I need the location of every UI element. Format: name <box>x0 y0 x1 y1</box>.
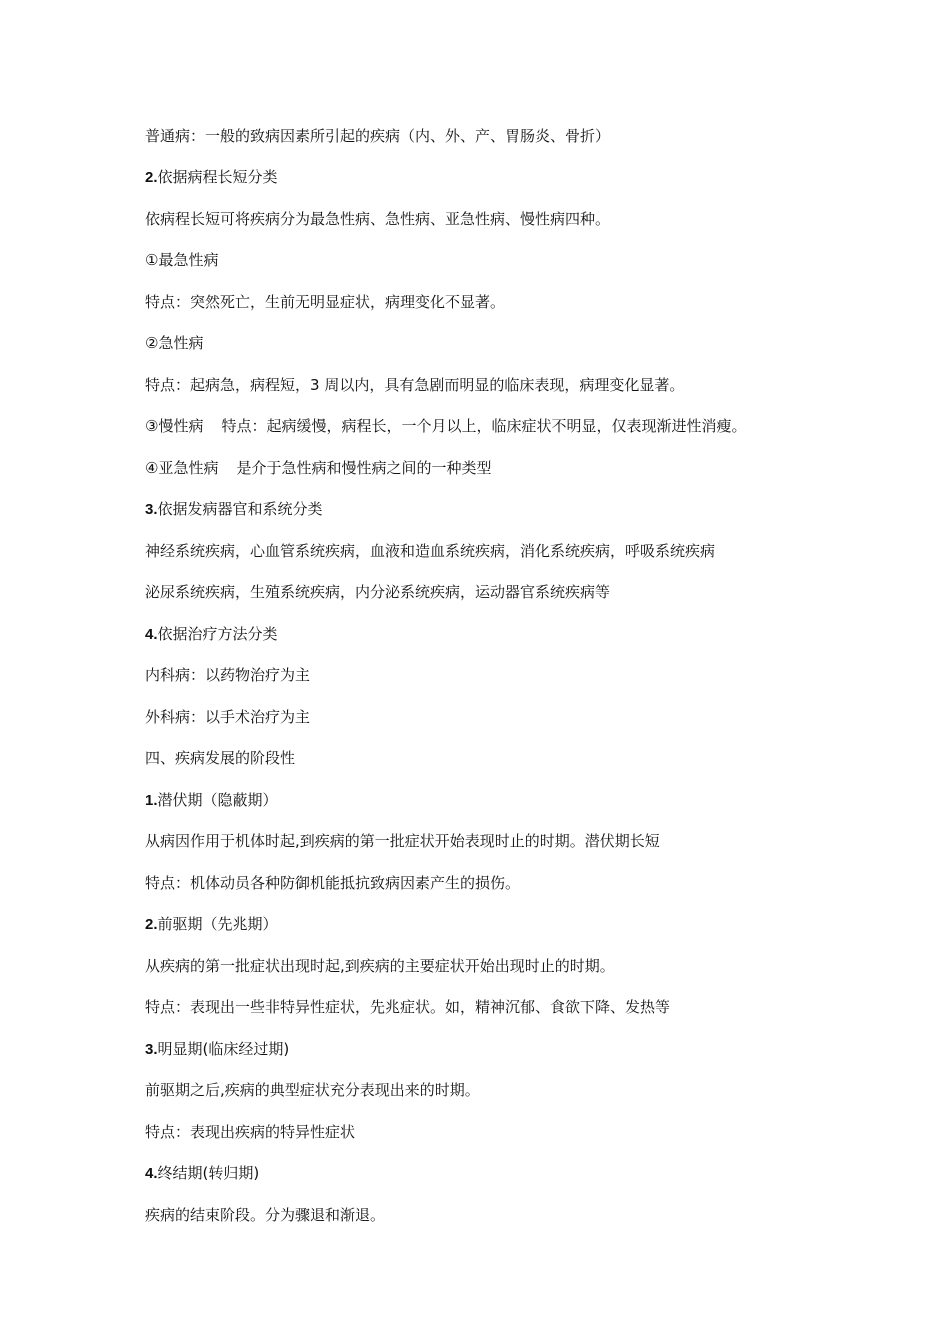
chapter-heading <box>145 746 845 788</box>
heading-text: 潜伏期（隐蔽期） <box>157 790 278 809</box>
paragraph-text: 前驱期之后,疾病的典型症状充分表现出来的时期。 <box>145 1081 480 1099</box>
paragraph <box>145 1078 845 1120</box>
heading-number: 1. <box>145 791 158 809</box>
paragraph <box>145 207 845 249</box>
list-item-text: ②急性病 <box>145 334 204 352</box>
list-item-description: 特点：起病缓慢，病程长，一个月以上，临床症状不明显，仅表现渐进性消瘦。 <box>221 417 747 435</box>
list-item-text: ④亚急性病 <box>145 458 219 477</box>
paragraph-text: 神经系统疾病，心血管系统疾病，血液和造血系统疾病，消化系统疾病，呼吸系统疾病 <box>145 541 716 560</box>
paragraph-text: 依病程长短可将疾病分为最急性病、急性病、亚急性病、慢性病四种。 <box>145 209 611 228</box>
paragraph <box>145 539 845 581</box>
paragraph-text: 特点：起病急，病程短，3 周以内，具有急剧而明显的临床表现，病理变化显著。 <box>145 375 685 394</box>
list-item <box>145 414 845 456</box>
list-item-text: ①最急性病 <box>145 251 219 269</box>
heading-number: 2. <box>145 169 158 186</box>
paragraph <box>145 1120 845 1162</box>
section-heading <box>145 165 845 207</box>
list-item-text: ③慢性病 <box>145 417 204 435</box>
heading-text: 依据治疗方法分类 <box>157 624 278 643</box>
list-item <box>145 248 845 290</box>
paragraph <box>145 871 845 913</box>
heading-text: 明显期(临床经过期) <box>157 1039 290 1058</box>
paragraph-text: 内科病：以药物治疗为主 <box>145 666 311 684</box>
paragraph-text: 从病因作用于机体时起,到疾病的第一批症状开始表现时止的时期。潜伏期长短 <box>145 832 660 850</box>
chapter-heading-text: 四、疾病发展的阶段性 <box>145 749 296 767</box>
section-heading <box>145 1037 845 1079</box>
paragraph-text: 特点：表现出疾病的特异性症状 <box>145 1122 356 1141</box>
paragraph-text: 外科病：以手术治疗为主 <box>145 707 311 726</box>
paragraph-text: 特点：突然死亡，生前无明显症状，病理变化不显著。 <box>145 292 506 311</box>
paragraph-text: 普通病：一般的致病因素所引起的疾病（内、外、产、胃肠炎、骨折） <box>145 127 611 145</box>
heading-number: 4. <box>145 625 158 643</box>
paragraph <box>145 373 845 415</box>
paragraph <box>145 580 845 622</box>
list-item <box>145 331 845 373</box>
paragraph <box>145 995 845 1037</box>
heading-number: 4. <box>145 1165 158 1182</box>
heading-text: 依据病程长短分类 <box>157 168 278 186</box>
paragraph <box>145 290 845 332</box>
heading-text: 终结期(转归期) <box>157 1164 260 1182</box>
section-heading <box>145 788 845 830</box>
paragraph-text: 疾病的结束阶段。分为骤退和渐退。 <box>145 1205 386 1224</box>
heading-number: 3. <box>145 1040 158 1058</box>
list-item <box>145 456 845 498</box>
paragraph-text: 特点：机体动员各种防御机能抵抗致病因素产生的损伤。 <box>145 873 521 892</box>
paragraph <box>145 954 845 996</box>
heading-text: 前驱期（先兆期） <box>157 915 278 933</box>
section-heading <box>145 1161 845 1203</box>
paragraph <box>145 124 845 165</box>
section-heading <box>145 622 845 664</box>
section-heading <box>145 497 845 539</box>
heading-number: 2. <box>145 916 158 933</box>
document-body <box>145 124 845 1244</box>
paragraph <box>145 705 845 747</box>
paragraph-text: 泌尿系统疾病，生殖系统疾病，内分泌系统疾病，运动器官系统疾病等 <box>145 583 611 601</box>
paragraph <box>145 663 845 705</box>
paragraph <box>145 1203 845 1245</box>
paragraph <box>145 829 845 871</box>
paragraph-text: 特点：表现出一些非特异性症状，先兆症状。如，精神沉郁、食欲下降、发热等 <box>145 998 671 1016</box>
heading-number: 3. <box>145 501 158 518</box>
heading-text: 依据发病器官和系统分类 <box>157 500 323 518</box>
list-item-description: 是介于急性病和慢性病之间的一种类型 <box>236 458 492 477</box>
section-heading <box>145 912 845 954</box>
paragraph-text: 从疾病的第一批症状出现时起,到疾病的主要症状开始出现时止的时期。 <box>145 956 615 975</box>
